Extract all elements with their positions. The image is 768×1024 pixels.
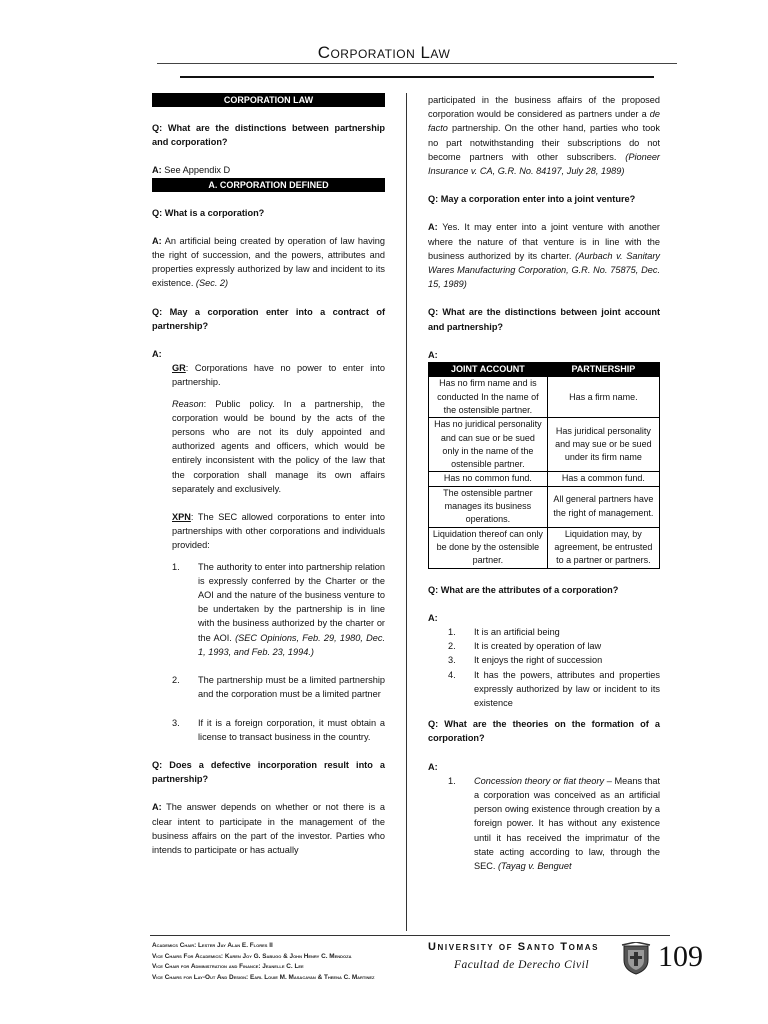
table-cell: Has a firm name. [547,377,659,418]
reason-paragraph: Reason: Public policy. In a partnership, the corporation would be bound by the acts of the persons who are not its duly appointed and authorized agents and officers, which would be entirely inconsistent with the policy of the law that the corporation shall manage its own affairs separately and exclusively. [172,398,385,494]
credit-line: Vice Chair for Administration and Finance: Jeanelle C. Lee [152,963,304,970]
question-theories: Q: What are the theories on the formation of a corporation? [428,719,660,744]
answer-label: A: [152,349,162,360]
table-row [429,472,660,486]
question-joint-venture: Q: May a corporation enter into a joint venture? [428,194,636,205]
table-cell: Has juridical personality and may sue or be sued under its firm name [547,418,659,472]
question-contract-of-partnership: Q: May a corporation enter into a contract of partnership? [152,306,385,331]
footer-rule [150,935,670,936]
credit-line: Vice Chairs for Lay-Out And Design: Earl Louie M. Masacayan & Theena C. Martinez [152,973,375,981]
question-attributes: Q: What are the attributes of a corporation? [428,584,619,595]
table-header-joint-account: JOINT ACCOUNT [429,363,548,377]
university-name: University of Santo Tomas [428,941,600,953]
answer-label: A: [428,612,438,623]
question-what-is-corporation: Q: What is a corporation? [152,207,265,218]
list-item: 3. It enjoys the right of succession [448,655,603,666]
table-row [429,527,660,568]
page-number: 109 [658,940,703,973]
table-row [429,486,660,527]
table-cell: Liquidation may, by agreement, be entrusted to a partner or partners. [547,527,659,568]
right-column [428,93,660,873]
answer-label: A: [428,761,438,772]
general-rule: GR: Corporations have no power to enter into partnership. [172,363,385,388]
question-partnership-vs-corporation: Q: What are the distinctions between partnership and corporation? [152,123,385,148]
left-column [152,93,385,857]
table-cell: All general partners have the right of management. [547,486,659,527]
answer-defective-incorporation: A: The answer depends on whether or not there is a clear intent to participate in the management of the business affairs on the part of the investor. Parties who intends to participate or has actually [152,802,385,855]
list-item: 3. If it is a foreign corporation, it must obtain a license to transact business in the country. [172,717,385,742]
continued-answer: participated in the business affairs of the proposed corporation would be considered as partners under a de facto partnership. On the other hand, parties who took no part notwithstanding their subscriptions do not become partners with other subscribers. (Pioneer Insurance v. CA, G.R. No. 84197, July 28, 1989) [428,95,660,177]
section-band-corporation-defined: A. CORPORATION DEFINED [152,178,385,192]
exception-paragraph: XPN: The SEC allowed corporations to enter into partnerships with other corporations and individuals provided: [172,512,385,551]
answer-appendix: A: See Appendix D [152,165,231,176]
list-item: 4. It has the powers, attributes and properties expressly authorized by law or incident to its existence [448,669,660,708]
comparison-table [428,362,660,568]
answer-label: A: [428,349,438,360]
section-band-corporation-law: CORPORATION LAW [152,93,385,107]
list-item: 1. Concession theory or fiat theory – Means that a corporation was conceived as an artificial person owing existence through creation by a foreign power. It has without any existence until it has received the imprimatur of the state acting according to law, through the SEC. (Tayag v. Benguet [448,775,660,871]
answer-corporation-definition: A: An artificial being created by operation of law having the right of succession, and the powers, attributes and properties expressly authorized by law and incident to its existence. (Sec. 2) [152,235,385,289]
table-row [429,418,660,472]
credit-line: Academics Chair: Lester Jay Alan E. Flores II [152,942,273,949]
answer-joint-venture: A: Yes. It may enter into a joint venture with another where the nature of that venture is in line with the business authorized by its charter. (Aurbach v. Sanitary Wares Manufacturing Corporation, G.R. No. 75875, Dec. 15, 1989) [428,222,660,290]
table-cell: Has no juridical personality and can sue or be sued only in the name of the ostensible partner. [429,418,548,472]
university-seal-icon [620,942,652,976]
table-cell: The ostensible partner manages its business operations. [429,486,548,527]
question-defective-incorporation: Q: Does a defective incorporation result into a partnership? [152,759,385,785]
header-rule-thin [157,63,677,64]
credit-line: Vice Chairs For Academics: Karen Joy G. Sabugo & John Henry C. Mendoza [152,952,352,960]
list-item: 1. It is an artificial being [448,626,560,637]
faculty-name: Facultad de Derecho Civil [454,959,590,971]
table-cell: Has no common fund. [429,472,548,486]
list-item: 2. It is created by operation of law [448,641,602,652]
table-header-partnership: PARTNERSHIP [547,363,659,377]
table-cell: Liquidation thereof can only be done by the ostensible partner. [429,527,548,568]
table-row [429,377,660,418]
list-item: 2. The partnership must be a limited partnership and the corporation must be a limited partner [172,675,385,700]
question-joint-account: Q: What are the distinctions between joint account and partnership? [428,307,660,332]
column-divider [406,93,407,931]
list-item: 1. The authority to enter into partnership relation is expressly conferred by the Charter or the AOI and the nature of the business venture to be undertaken by the partnership is in line with the business authorized by the charter or the AOI. (SEC Opinions, Feb. 29, 1980, Dec. 1, 1993, and Feb. 23, 1994.) [172,561,385,657]
credits [152,941,374,983]
table-cell: Has a common fund. [547,472,659,486]
header-rule-thick [180,76,654,78]
page-title: Corporation Law [317,43,451,62]
table-cell: Has no firm name and is conducted In the name of the ostensible partner. [429,377,548,418]
